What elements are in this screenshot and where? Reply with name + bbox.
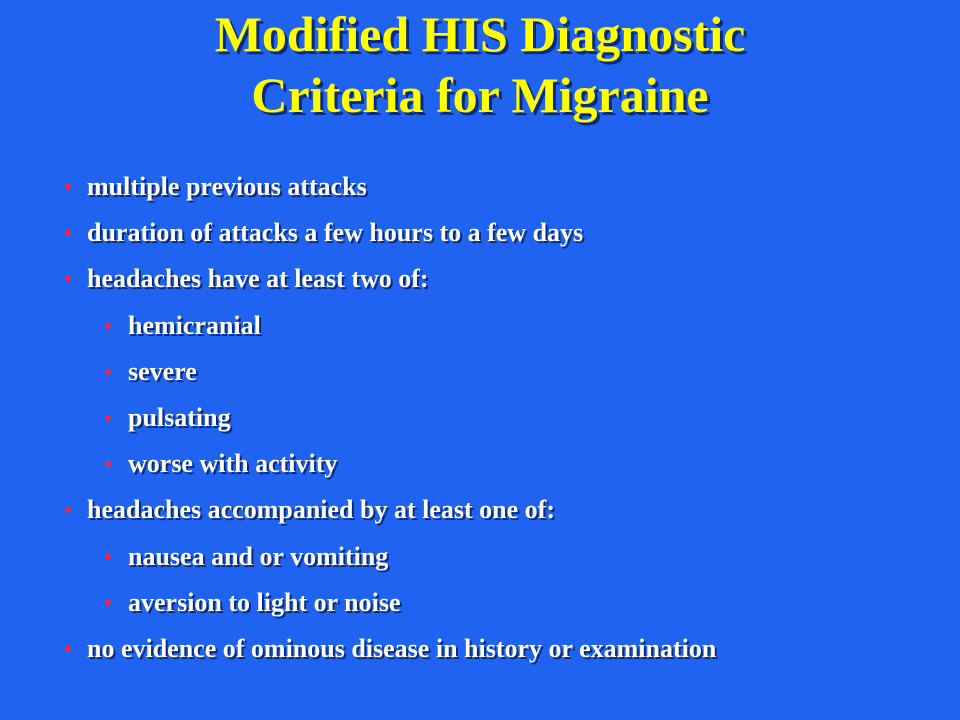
bullet-text: pulsating (128, 402, 231, 432)
bullet-item-at-least-one (0, 487, 960, 533)
bullet-text: worse with activity (128, 449, 338, 479)
bullet-dot-icon: • (104, 312, 112, 338)
bullet-item-no-evidence (0, 626, 960, 672)
bullet-dot-icon: • (64, 266, 72, 292)
bullet-dot-icon: • (104, 451, 112, 477)
bullet-text: no evidence of ominous disease in history or examination (87, 633, 717, 663)
slide-title (80, 4, 880, 126)
bullet-text: aversion to light or noise (128, 587, 401, 617)
title-line-2: Criteria for Migraine (251, 67, 709, 123)
bullet-dot-icon: • (104, 543, 112, 569)
sub-bullet-item-nausea (0, 534, 960, 580)
bullet-dot-icon: • (64, 635, 72, 661)
bullet-item-multiple-previous-attacks (0, 164, 960, 210)
bullet-dot-icon: • (64, 220, 72, 246)
bullet-text: nausea and or vomiting (128, 541, 389, 571)
sub-bullet-item-hemicranial (0, 303, 960, 349)
bullet-dot-icon: • (104, 404, 112, 430)
sub-bullet-item-worse-with-activity (0, 441, 960, 487)
bullet-list (0, 164, 960, 672)
sub-bullet-item-pulsating (0, 395, 960, 441)
bullet-text: duration of attacks a few hours to a few days (87, 218, 584, 248)
bullet-text: headaches have at least two of: (87, 264, 429, 294)
bullet-text: severe (128, 356, 197, 386)
title-line-1: Modified HIS Diagnostic (214, 6, 746, 62)
bullet-dot-icon: • (64, 497, 72, 523)
bullet-text: multiple previous attacks (87, 172, 367, 201)
bullet-text: hemicranial (128, 310, 261, 340)
bullet-text: headaches accompanied by at least one of: (87, 495, 555, 525)
bullet-item-at-least-two (0, 256, 960, 302)
bullet-dot-icon: • (104, 358, 112, 384)
sub-bullet-item-severe (0, 349, 960, 395)
bullet-dot-icon: • (64, 174, 72, 199)
bullet-dot-icon: • (104, 589, 112, 615)
bullet-item-duration (0, 210, 960, 256)
sub-bullet-item-aversion (0, 580, 960, 626)
